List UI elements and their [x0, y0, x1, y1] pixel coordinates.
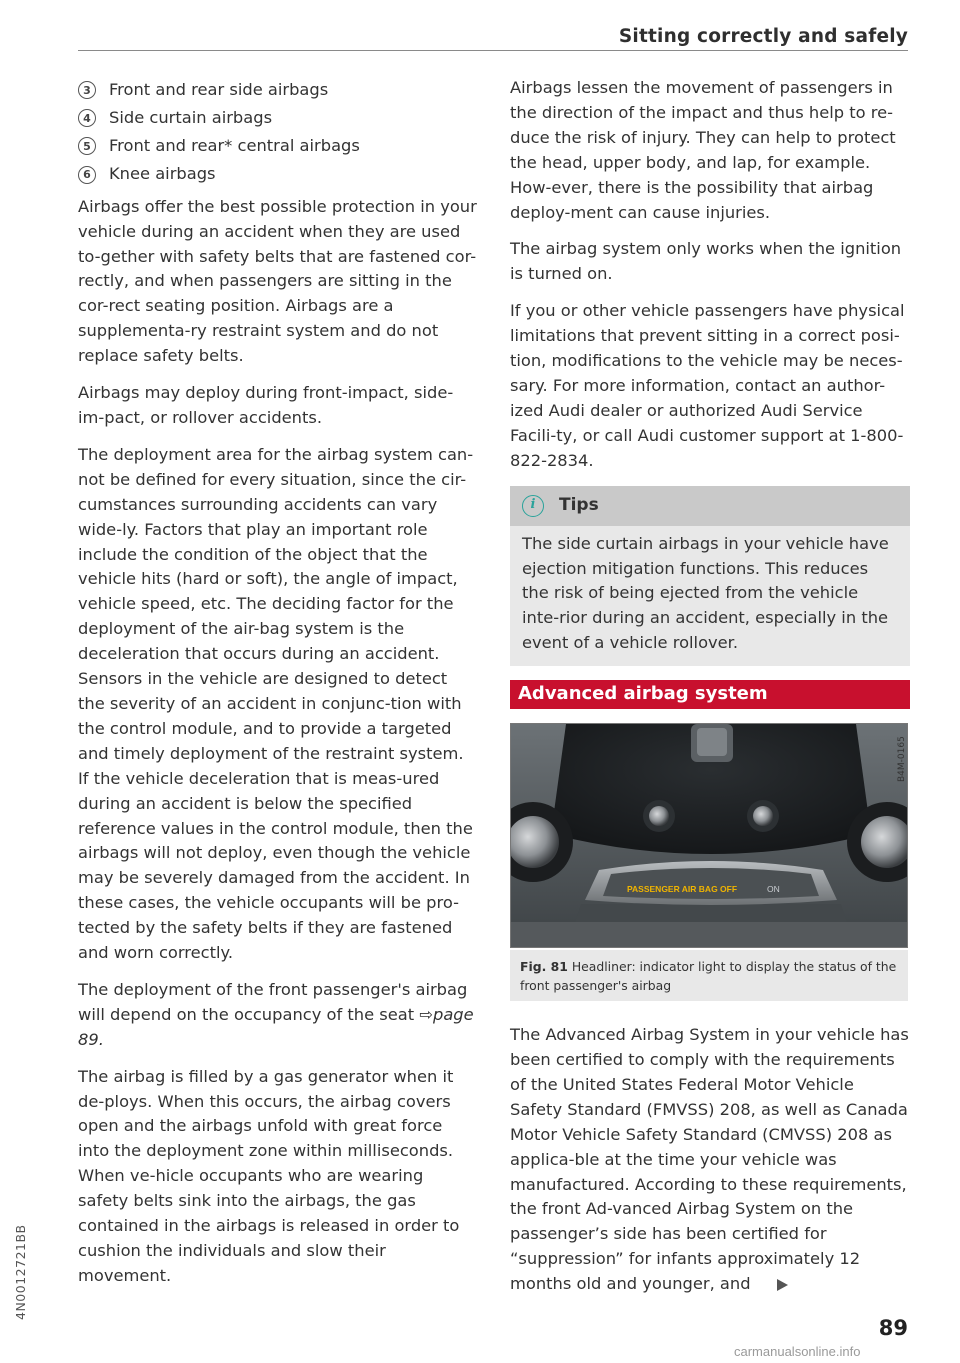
paragraph-text: The Advanced Airbag System in your vehicle has been certified to comply with the requirements of the United States Federal Motor Vehicle Safety Standard (FMVSS) 208, as well as Canada Motor Vehicle Safety Standard (CMVSS) 208 as applica-ble at the time your vehicle was manufactured. According to these requirements, the front Ad-vanced Airbag System on the passenger’s side has been certified for “suppression” for infants approximately 12 months old and younger, and: [510, 1025, 909, 1294]
list-item: [78, 76, 478, 104]
airbag-on-label: ON: [767, 884, 780, 895]
running-header: Sitting correctly and safely: [618, 26, 908, 47]
paragraph: Airbags may deploy during front-impact, side-im-pact, or rollover accidents.: [78, 383, 454, 427]
callout-number-icon: 6: [78, 166, 96, 184]
page-number: 89: [878, 1316, 908, 1340]
figure-caption: [510, 950, 908, 1001]
document-code: 4N0012721BB: [13, 1224, 28, 1320]
figure-code: B4M-0165: [897, 736, 907, 783]
tips-header: [510, 486, 910, 526]
tips-box: [510, 486, 910, 667]
callout-number-icon: 3: [78, 81, 96, 99]
airbag-list: [78, 76, 478, 189]
left-column: [78, 76, 478, 1301]
right-column: [510, 76, 910, 1309]
watermark: carmanualsonline.info: [734, 1344, 861, 1359]
paragraph: [510, 1023, 910, 1297]
continue-arrow-icon: [777, 1279, 788, 1291]
passenger-airbag-off-label: PASSENGER AIR BAG OFF: [627, 884, 738, 895]
list-item-text: Front and rear side airbags: [109, 79, 329, 99]
paragraph: If you or other vehicle passengers have physical limitations that prevent sitting in a correct posi-tion, modifications to the vehicle may be neces-sary. For more information, contact an author-ized Audi dealer or authorized Audi Service Facili-ty, or call Audi customer support at 1-800-822-2834.: [510, 301, 905, 470]
tips-text: The side curtain airbags in your vehicle have ejection mitigation functions. This reduces the risk of being ejected from the vehicle inte-rior during an accident, especially in the event of a vehicle rollover.: [522, 533, 889, 653]
paragraph: The deployment area for the airbag system can-not be defined for every situation, since the cir-cumstances surrounding accidents can vary wide-ly. Factors that play an important role include the condition of the object that the vehicle hits (hard or soft), the angle of impact, vehicle speed, etc. The deciding factor for the deployment of the air-bag system is the deceleration that occurs during an accident. Sensors in the vehicle are designed to detect the severity of an accident in conjunc-tion with the control module, and to provide a targeted and timely deployment of the restraint system. If the vehicle deceleration that is meas-ured during an accident is below the specified reference values in the control module, then the airbags will not deploy, even though the vehicle may be severely damaged from the accident. In these cases, the vehicle occupants will be pro-tected by the safety belts if they are fastened and worn correctly.: [78, 444, 474, 963]
list-item: [78, 161, 478, 189]
list-item-text: Knee airbags: [109, 164, 216, 184]
header-divider: [78, 50, 908, 51]
info-icon: i: [522, 495, 544, 517]
list-item-text: Side curtain airbags: [109, 107, 273, 127]
paragraph: [78, 978, 478, 1053]
tips-title: Tips: [559, 495, 599, 516]
paragraph: Airbags lessen the movement of passengers in the direction of the impact and thus help to re-duce the risk of injury. They can help to protect the head, upper body, and lap, for example. How-ever, there is the possibility that airbag deploy-ment can cause injuries.: [510, 78, 896, 222]
paragraph: The airbag system only works when the ignition is turned on.: [510, 239, 902, 284]
list-item-text: Front and rear* central airbags: [109, 136, 360, 156]
list-item: [78, 104, 478, 132]
section-heading: Advanced airbag system: [510, 680, 910, 709]
paragraph: The airbag is filled by a gas generator when it de-ploys. When this occurs, the airbag covers open and the airbags unfold with great force into the deployment zone within milliseconds. When ve-hicle occupants who are wearing safety belts sink into the airbags, the gas contained in the airbags is released in order to cushion the individuals and slow their movement.: [78, 1066, 460, 1285]
list-item: [78, 132, 478, 160]
caption-label: Fig. 81: [520, 959, 568, 975]
caption-text: Headliner: indicator light to display the status of the front passenger's airbag: [520, 959, 897, 994]
paragraph: Airbags offer the best possible protection in your vehicle during an accident when they are used to-gether with safety belts that are fastened cor-rectly, and when passengers are sitting in the cor-rect seating position. Airbags are a supplementa-ry restraint system and do not replace safety belts.: [78, 196, 477, 366]
figure-headliner-photo: [510, 723, 908, 948]
headliner-illustration: [511, 724, 908, 948]
callout-number-icon: 5: [78, 137, 96, 155]
callout-number-icon: 4: [78, 109, 96, 127]
paragraph-text: The deployment of the front passenger's airbag will depend on the occupancy of the seat: [78, 979, 468, 1024]
page-reference-link[interactable]: ⇨page 89.: [78, 1004, 474, 1049]
